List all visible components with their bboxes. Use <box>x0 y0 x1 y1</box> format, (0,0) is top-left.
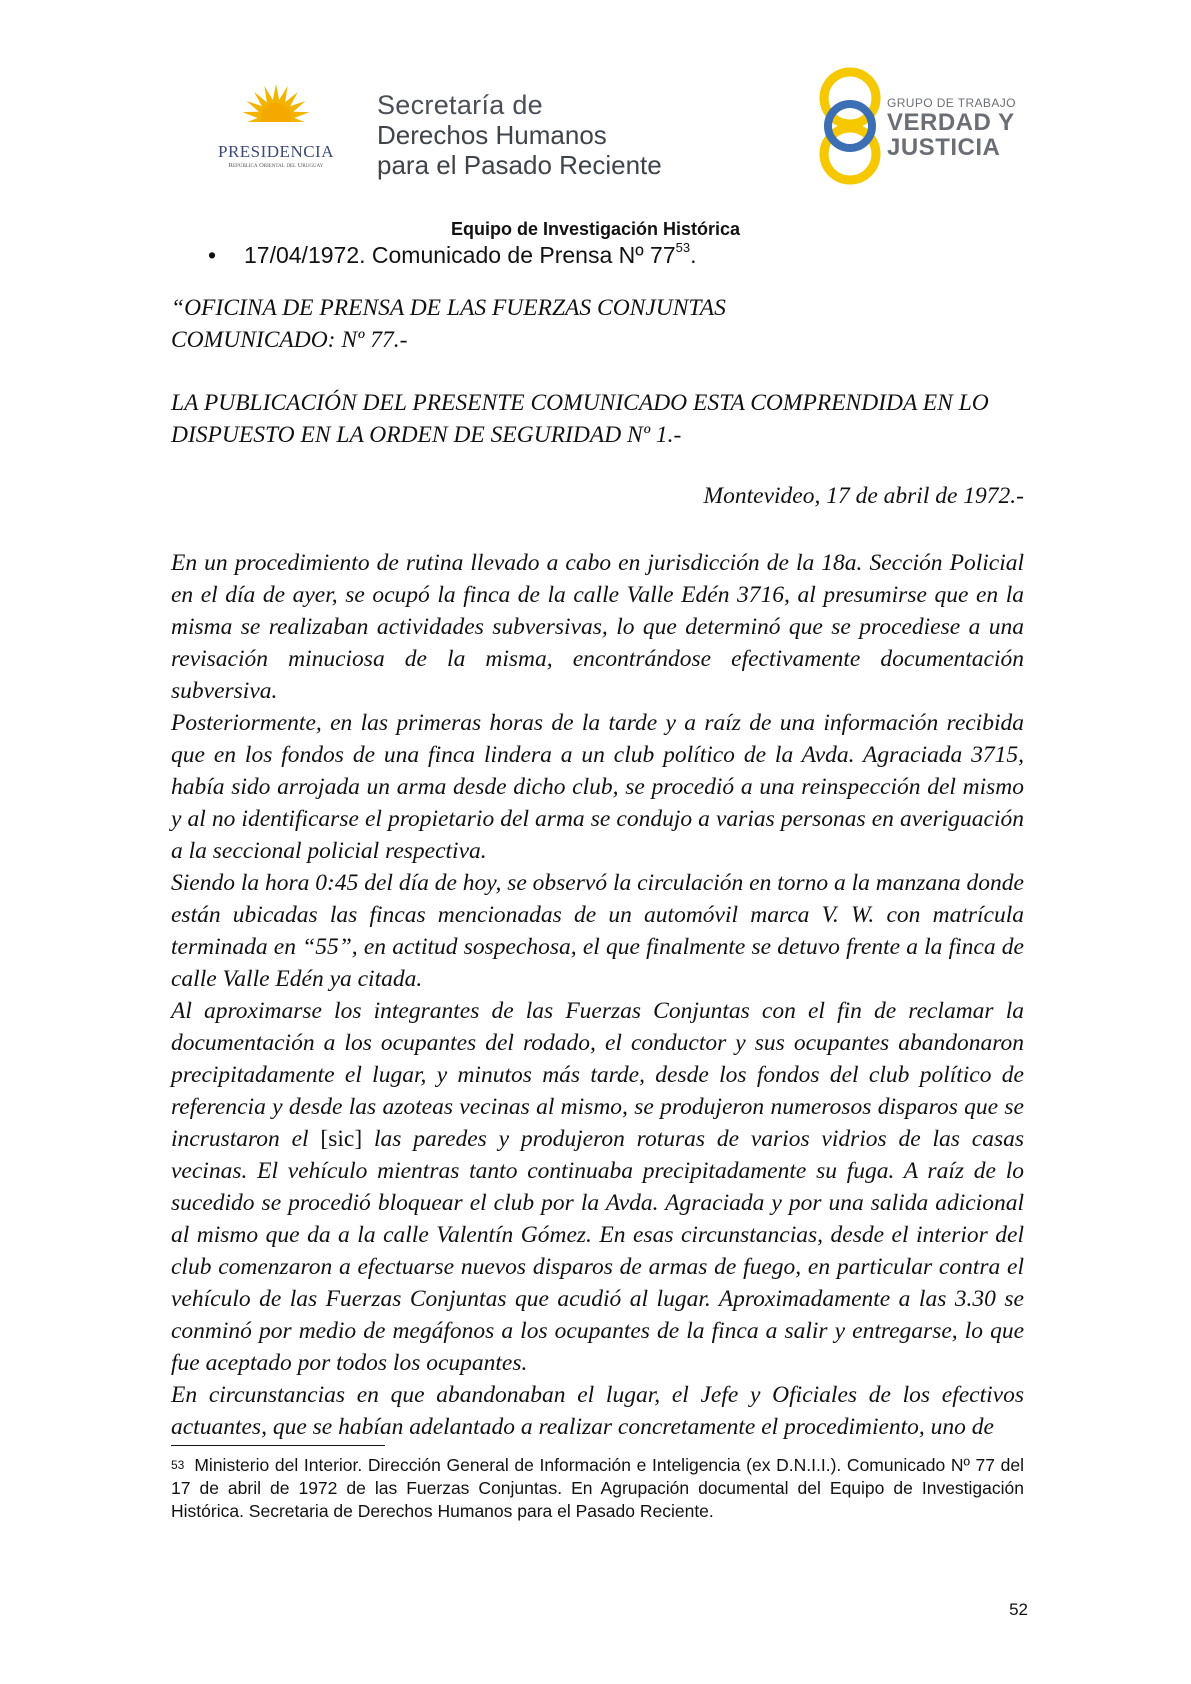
bullet-icon: • <box>208 242 217 268</box>
communique-body <box>171 547 1024 1443</box>
bullet-text: 17/04/1972. Comunicado de Prensa Nº 77 <box>244 242 676 268</box>
team-heading: Equipo de Investigación Histórica <box>450 219 741 239</box>
presidencia-sub: República Oriental del Uruguay <box>228 162 324 169</box>
communique-heading-line1: “OFICINA DE PRENSA DE LAS FUERZAS CONJUNTAS <box>171 295 726 321</box>
footnote-divider <box>171 1445 385 1446</box>
secretaria-line3: para el Pasado Reciente <box>377 150 662 180</box>
secretaria-line1: Secretaría de <box>377 90 543 120</box>
communique-date: Montevideo, 17 de abril de 1972.- <box>703 483 1024 509</box>
paragraph-text-after-sic: las paredes y produjeron roturas de varios vidrios de las casas vecinas. El vehículo mientras tanto continuaba precipitadamente su fuga. A raíz de lo sucedido se procedió bloquear el club por la Avda. Agraciada y por una salida adicional al mismo que da a la calle Valentín Gómez. En esas circunstancias, desde el interior del club comenzaron a efectuarse nuevos disparos de armas de fuego, en particular contra el vehículo de las Fuerzas Conjuntas que acudió al lugar. Aproximadamente a las 3.30 se conminó por medio de megáfonos a los ocupantes de la finca a salir y entregarse, lo que fue aceptado por todos los ocupantes. <box>171 1126 1024 1376</box>
presidencia-label: PRESIDENCIA <box>217 142 334 161</box>
communique-notice: LA PUBLICACIÓN DEL PRESENTE COMUNICADO ESTA COMPRENDIDA EN LO DISPUESTO EN LA ORDEN DE SEGURIDAD Nº 1.- <box>171 390 989 448</box>
footnote-ref[interactable]: 53 <box>675 240 691 255</box>
footnote-number: 53 <box>171 1458 185 1472</box>
body-paragraph: Posteriormente, en las primeras horas de la tarde y a raíz de una información recibida que en los fondos de una finca lindera a un club político de la Avda. Agraciada 3715, había sido arrojada un arma desde dicho club, se procedió a una reinspección del mismo y al no identificarse el propietario del arma se condujo a varias personas en averiguación a la seccional policial respectiva. <box>171 710 1024 864</box>
body-paragraph: En un procedimiento de rutina llevado a cabo en jurisdicción de la 18a. Sección Policial en el día de ayer, se ocupó la finca de la calle Valle Edén 3716, al presumirse que en la misma se realizaban actividades subversivas, lo que determinó que se procediese a una revisación minuciosa de la misma, encontrándose efectivamente documentación subversiva. <box>171 550 1024 704</box>
linked-rings-icon <box>812 64 892 188</box>
presidencia-text-block <box>198 142 354 169</box>
grupo-line3: JUSTICIA <box>887 134 1001 161</box>
footnote-text: Ministerio del Interior. Dirección General de Información e Inteligencia (ex D.N.I.I.). Comunicado Nº 77 del 17 de abril de 1972 de las Fuerzas Conjuntas. En Agrupación documental del Equipo de Investigación Histórica. Secretaria de Derechos Humanos para el Pasado Reciente. <box>171 1455 1024 1521</box>
body-paragraph: En circunstancias en que abandonaban el lugar, el Jefe y Oficiales de los efectivos actuantes, que se habían adelantado a realizar concretamente el procedimiento, uno de <box>171 1382 1024 1440</box>
footnote <box>171 1454 1024 1523</box>
secretaria-line2: Derechos Humanos <box>377 120 607 150</box>
paragraph-text-before-sic: Al aproximarse los integrantes de las Fuerzas Conjuntas con el fin de reclamar la documentación a los ocupantes del rodado, el conductor y sus ocupantes abandonaron precipitadamente el lugar, y minutos más tarde, desde los fondos del club político de referencia y desde las azoteas vecinas al mismo, se produjeron numerosos disparos que se incrustaron el <box>171 998 1024 1152</box>
communique-heading-line2: COMUNICADO: Nº 77.- <box>171 327 408 353</box>
bullet-item <box>208 242 697 269</box>
grupo-line1: GRUPO DE TRABAJO <box>887 96 1016 110</box>
bullet-tail: . <box>690 242 697 268</box>
body-paragraph <box>171 995 1024 1379</box>
grupo-trabajo-text <box>887 96 1016 160</box>
secretaria-title <box>377 90 662 180</box>
communique-heading <box>171 292 726 356</box>
grupo-line2: VERDAD Y <box>887 109 1015 136</box>
body-paragraph: Siendo la hora 0:45 del día de hoy, se observó la circulación en torno a la manzana donde están ubicadas las fincas mencionadas de un automóvil marca V. W. con matrícula terminada en “55”, en actitud sospechosa, el que finalmente se detuvo frente a la finca de calle Valle Edén ya citada. <box>171 870 1024 992</box>
page-number: 52 <box>1009 1600 1028 1619</box>
sic-annotation: [sic] <box>320 1126 363 1152</box>
